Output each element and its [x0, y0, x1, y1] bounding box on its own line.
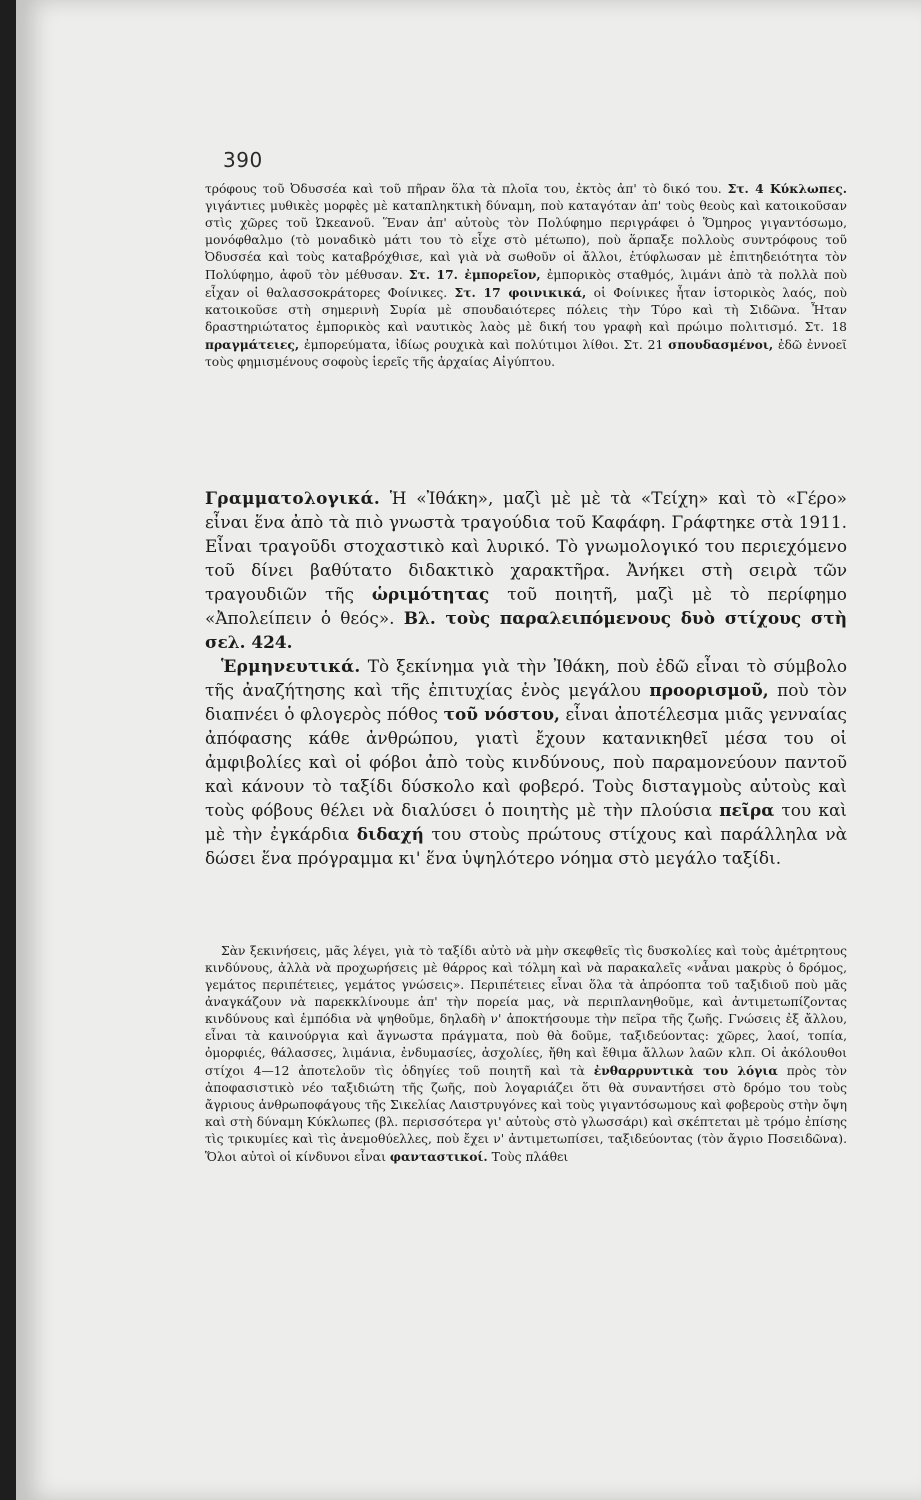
glossary-notes [205, 180, 847, 371]
emphasis-text: προορισμοῦ, [649, 680, 769, 700]
paraphrase-section [205, 943, 847, 1166]
section-heading-literary: Γραμματολογικά. [205, 488, 381, 508]
section-heading-interpretive: Ἑρμηνευτικά. [221, 656, 361, 676]
small-text: Σὰν ξεκινήσεις, μᾶς λέγει, γιὰ τὸ ταξίδι αὐτὸ νὰ μὴν σκεφθεῖς τὶς δυσκολίες καὶ τοὺς ἀμέτρητους κινδύνους, ἀλλὰ νὰ προχωρήσεις μὲ θάρρος καὶ τόλμη καὶ νὰ παρακαλεῖς «νἆναι μακρὺς ὁ δρόμος, γεμάτος περιπέτειες, γεμάτος γνώσεις». Περιπέτειες εἶναι ὅλα τὰ ἀπρόοπτα τοῦ ταξιδιοῦ ποὺ μᾶς ἀναγκάζουν νὰ παρεκκλίνουμε ἀπ' τὴν πορεία μας, νὰ περιπλανηθοῦμε, καὶ ἀντιμετωπίζοντας κινδύνους καὶ ἐμπόδια νὰ ψηθοῦμε, δηλαδὴ ν' ἀποκτήσουμε τὴν πεῖρα τῆς ζωῆς. Γνώσεις ἐξ ἄλλου, εἶναι τὰ καινούργια καὶ ἄγνωστα πράγματα, ποὺ θὰ δοῦμε, ταξιδεύοντας: χῶρες, λαοί, τοπία, ὀμορφιές, θάλασσες, λιμάνια, ἐνδυμασίες, ἀσχολίες, ἤθη καὶ ἔθιμα ἄλλων λαῶν κλπ. Οἱ ἀκόλουθοι στίχοι 4—12 ἀποτελοῦν τὶς ὁδηγίες τοῦ ποιητῆ καὶ τὰ [205, 944, 847, 1078]
notes-text: τρόφους τοῦ Ὀδυσσέα καὶ τοῦ πῆραν ὅλα τὰ πλοῖα του, ἐκτὸς ἀπ' τὸ δικό του. [205, 182, 722, 196]
body-text: εἶναι ἀποτέλεσμα μιᾶς γενναίας ἀπόφασης κάθε ἀνθρώπου, γιατὶ ἔχουν κατανικηθεῖ μέσα του οἱ ἀμφιβολίες καὶ οἱ φόβοι ἀπὸ τοὺς κινδύνους, ποὺ παραμονεύουν παντοῦ καὶ κάνουν τὸ ταξίδι δύσκολο καὶ φοβερό. Τοὺς δισταγμοὺς αὐτοὺς καὶ τοὺς φόβους θέλει νὰ διαλύσει ὁ ποιητὴς μὲ τὴν πλούσια [205, 704, 847, 820]
notes-keyword: Στ. 4 Κύκλωπες. [727, 181, 847, 196]
body-text: του στοὺς πρώτους στίχους καὶ παράλληλα νὰ δώσει ἕνα πρόγραμμα κι' ἕνα ὑψηλότερο νόημα στὸ μεγάλο ταξίδι. [205, 824, 847, 868]
notes-text: ἐμπορικὸς σταθμός, λιμάνι ἀπὸ τὰ πολλὰ ποὺ εἶχαν οἱ θαλασσοκράτορες Φοίνικες. [205, 268, 847, 300]
notes-keyword: Στ. 17. ἐμπορεῖον, [408, 267, 541, 282]
body-text: του καὶ μὲ τὴν ἐγκάρδια [205, 800, 847, 844]
emphasis-text: διδαχή [356, 824, 424, 844]
notes-keyword: πραγμάτειες, [205, 337, 300, 352]
body-text: Ἡ «Ἰθάκη», μαζὶ μὲ μὲ τὰ «Τείχη» καὶ τὸ «Γέρο» εἶναι ἕνα ἀπὸ τὰ πιὸ γνωστὰ τραγούδια τοῦ Καφάφη. Γράφτηκε στὰ 1911. Εἶναι τραγοῦδι στοχαστικὸ καὶ λυρικό. Τὸ γνωμολογικό του περιεχόμενο τοῦ δίνει βαθύτατο διδακτικὸ χαρακτῆρα. Ἀνήκει στὴ σειρὰ τῶν τραγουδιῶν τῆς [205, 488, 847, 604]
notes-text: ἐδῶ ἐννοεῖ τοὺς φημισμένους σοφοὺς ἱερεῖς τῆς ἀρχαίας Αἰγύπτου. [205, 338, 847, 369]
interpretive-paragraph [205, 654, 847, 870]
book-edge [0, 0, 16, 1500]
body-text: ποὺ τὸν διαπνέει ὁ φλογερὸς πόθος [205, 680, 847, 724]
emphasis-text: ἐνθαρρυντικὰ του λόγια [593, 1063, 778, 1078]
notes-keyword: Στ. 17 φοινικικά, [454, 285, 587, 300]
small-text: Τοὺς πλάθει [491, 1150, 569, 1164]
emphasis-text: τοῦ νόστου, [443, 704, 560, 724]
body-text: Τὸ ξεκίνημα γιὰ τὴν Ἰθάκη, ποὺ ἐδῶ εἶναι τὸ σύμβολο τῆς ἀναζήτησης καὶ τῆς ἐπιτυχίας ἑνὸς μεγάλου [205, 656, 847, 700]
page-number: 390 [223, 148, 263, 172]
notes-keyword: σπουδασμένοι, [668, 337, 774, 352]
literary-paragraph [205, 486, 847, 654]
notes-text: οἱ Φοίνικες ἦταν ἱστορικὸς λαός, ποὺ κατοικοῦσε στὴ σημερινὴ Συρία μὲ σπουδαιότερες πόλεις τὴν Τύρο καὶ τὴ Σιδῶνα. Ἦταν δραστηριώτατος ἐμπορικὸς καὶ ναυτικὸς λαὸς μὲ δική του γραφὴ καὶ πρώιμο πολιτισμό. Στ. 18 [205, 286, 847, 334]
emphasis-text: πεῖρα [719, 800, 775, 820]
notes-text: ἐμπορεύματα, ἰδίως ρουχικὰ καὶ πολύτιμοι λίθοι. Στ. 21 [304, 338, 664, 352]
emphasis-text: Βλ. τοὺς παραλειπόμενους δυὸ στίχους στὴ σελ. 424. [205, 608, 848, 652]
emphasis-text: φανταστικοί. [389, 1149, 488, 1164]
emphasis-text: ὡριμότητας [371, 584, 490, 604]
body-text: τοῦ ποιητῆ, μαζὶ μὲ τὸ περίφημο «Ἀπολείπειν ὁ θεός». [205, 584, 847, 628]
notes-text: γιγάντιες μυθικὲς μορφὲς μὲ καταπληκτικὴ δύναμη, ποὺ καταγόταν ἀπ' τοὺς θεοὺς καὶ κατοικοῦσαν στὶς χῶρες τοῦ Ὠκεανοῦ. Ἕναν ἀπ' αὐτοὺς τὸν Πολύφημο περιγράφει ὁ Ὅμηρος γιγαντόσωμο, μονόφθαλμο (τὸ μοναδικὸ μάτι του τὸ εἶχε στὸ μέτωπο), ποὺ ἅρπαξε πολλοὺς συντρόφους τοῦ Ὀδυσσέα καὶ τοὺς καταβρόχθισε, καὶ γιὰ νὰ σωθοῦν οἱ ἄλλοι, ἐτύφλωσαν μὲ ἐπιτηδειότητα τὸν Πολύφημο, ἀφοῦ τὸν μέθυσαν. [205, 199, 847, 282]
commentary-section [205, 486, 847, 870]
small-text: πρὸς τὸν ἀποφασιστικὸ νέο ταξιδιώτη τῆς ζωῆς, ποὺ λογαριάζει ὅτι θὰ συναντήσει στὸ δρόμο του τοὺς ἄγριους ἀνθρωποφάγους τῆς Σικελίας Λαιστρυγόνες καὶ τοὺς γιγαντόσωμους καὶ φοβεροὺς στὴν ὄψη καὶ στὴ δύναμη Κύκλωπες (βλ. περισσότερα γι' αὐτοὺς στὸ γλωσσάρι) καὶ σκέπτεται μὲ τρόμο ἐπίσης τὶς τρικυμίες καὶ τὶς ἀνεμοθύελλες, ποὺ ἔχει ν' ἀντιμετωπίσει, ταξιδεύοντας (τὸν ἄγριο Ποσειδῶνα). Ὅλοι αὐτοὶ οἱ κίνδυνοι εἶναι [205, 1064, 848, 1164]
